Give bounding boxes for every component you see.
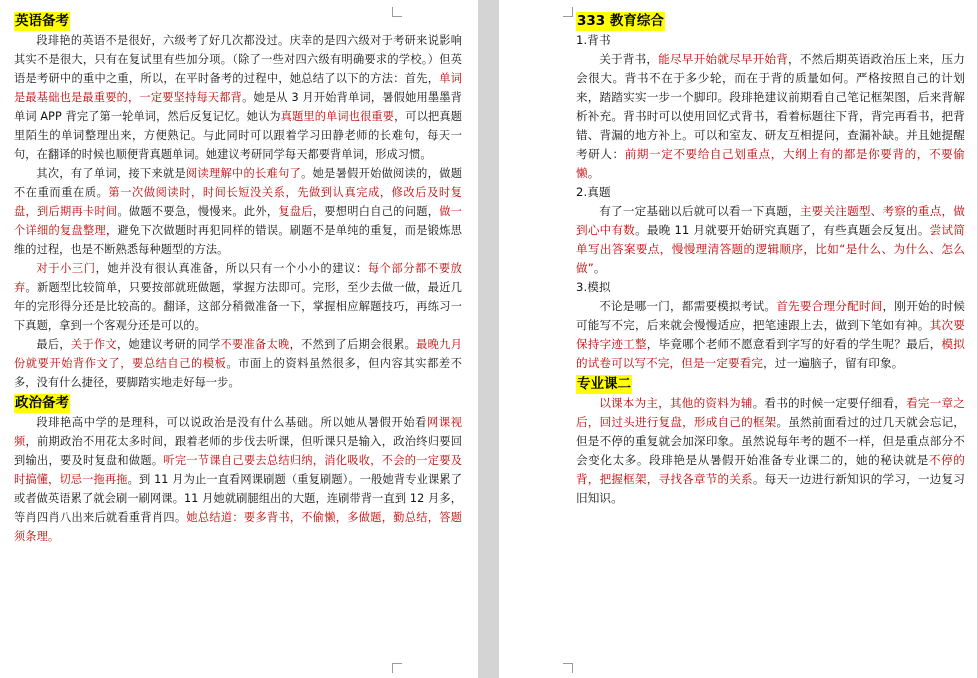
highlight-text: 第一次做阅读时，时间长短没关系，先做到认真完成，修改后及时复盘，到后期再卡时间	[14, 186, 462, 218]
body-text: 段琲艳高中学的是理科，可以说政治是没有什么基础。所以她从暑假开始看	[36, 416, 428, 429]
body-text: ，前期政治不用花太多时间，跟着老师的步伐去听课，但听课只是输入，政治终归要回到输出，要及时复盘和做题。	[14, 435, 462, 467]
body-text: 。虽然前面看过的过几天就会忘记，但是不停的重复就会加深印象。虽然说每年考的题不一样，但是重点部分不会变化太多。段琲艳是从暑假开始准备专业课二的，她的秘诀就是	[576, 415, 966, 467]
highlight-text: 看完一章之后，回过头进行复盘，形成自己的框架	[576, 396, 965, 429]
paragraph	[14, 259, 462, 335]
body-text: 。她是从 3 月开始背单词，暑假她用墨墨背单词 APP 背完了第一轮单词，然后反复记忆。她认为	[14, 91, 462, 123]
highlight-text: 复盘后	[278, 205, 313, 218]
paragraph	[14, 413, 462, 546]
body-text: 最后，	[36, 338, 71, 351]
body-text: 关于背书，	[599, 52, 659, 66]
highlight-text: 每个部分都不要放弃	[14, 262, 462, 294]
highlight-text: 首先要合理分配时间	[776, 299, 883, 313]
body-text: ，她建议考研的同学	[116, 338, 221, 351]
highlight-text: 以课本为主，其他的资料为辅	[599, 396, 753, 410]
paragraph	[576, 297, 965, 373]
body-text: 。她是暑假开始做阅读的，做题不在重而重在质。	[14, 167, 462, 199]
highlight-text: 主要关注题型、考察的重点，做到心中有数	[576, 204, 966, 237]
body-text: 。	[587, 166, 600, 180]
page-corner-mark	[392, 7, 402, 17]
highlight-text: 真题里的单词也很重要	[280, 110, 395, 123]
body-text: ，毕竟哪个老师不愿意看到字写的好看的学生呢？最后，	[646, 337, 942, 351]
document-page-left	[0, 0, 478, 678]
body-text: ，过一遍脑子，留有印象。	[763, 356, 904, 370]
body-text: 。	[593, 261, 606, 275]
paragraph	[14, 31, 462, 164]
body-text: 其次，有了单词，接下来就是	[36, 167, 186, 180]
body-text: ，可以把真题里陌生的单词整理出来，方便熟记。与此同时可以跟着学习田静老师的长难句，每天一句，在翻译的时候也顺便背真题单词。她建议考研同学每天都要背单词，形成习惯。	[14, 110, 462, 161]
body-text: 。做题不要急，慢慢来。此外，	[117, 205, 279, 218]
section-heading-education: 333 教育综合	[577, 13, 664, 29]
body-text: 有了一定基础以后就可以看一下真题，	[599, 204, 800, 218]
body-text: ，她并没有很认真准备，所以只有一个小小的建议：	[95, 262, 368, 275]
subheading-past-exams: 2.真题	[576, 185, 611, 199]
body-text: ，避免下次做题时再犯同样的错误。刷题不是单纯的重复，而是锻炼思维的过程，也是不断熟悉每种题型的方法。	[14, 224, 462, 256]
body-text: 。市面上的资料虽然很多，但内容其实都差不多，没有什么捷径，要脚踏实地走好每一步。	[14, 357, 462, 389]
body-text: 。新题型比较简单，只要按部就班做题，掌握方法即可。完形，至少去做一做，最近几年的完形得分还是比较高的。翻译，这部分稍微准备一下，掌握相应解题技巧，再练习一下真题，拿到一个客观分还是可以的。	[14, 281, 462, 332]
highlight-text: 不停的背，把握框架，寻找各章节的关系	[576, 453, 965, 486]
highlight-text: 对于小三门	[36, 262, 96, 275]
section-heading-english: 英语备考	[15, 13, 69, 29]
highlight-text: 前期一定不要给自己划重点，大纲上有的都是你要背的，不要偷懒	[576, 147, 965, 180]
paragraph	[576, 202, 965, 278]
page-corner-mark	[563, 663, 573, 673]
section-heading-politics: 政治备考	[15, 395, 69, 411]
body-text: 。到 11 月为止一直看网课刷题（重复刷题）。一般她背专业课累了或者做英语累了就会刷一刷网课。11 月她就刷腿组出的大题，连刷带背一直到 12 月多，等肖四肖八出来后就看重背肖四。	[14, 473, 462, 524]
paragraph	[14, 335, 462, 392]
highlight-text: 阅读理解中的长难句了	[186, 167, 302, 180]
paragraph	[576, 50, 965, 183]
body-text: ，刚开始的时候可能写不完，后来就会慢慢适应，把笔速跟上去，做到下笔如有神。	[576, 299, 965, 332]
highlight-text: 关于作文	[70, 338, 117, 351]
paragraph	[576, 394, 965, 508]
subheading-recite: 1.背书	[576, 33, 611, 47]
page-corner-mark	[563, 7, 573, 17]
highlight-text: 做一个详细的复盘整理	[14, 205, 463, 237]
subheading-mock: 3.模拟	[576, 280, 611, 294]
body-text: ，不然到了后期会很累。	[289, 338, 417, 351]
highlight-text: 不要准备太晚	[220, 338, 290, 351]
section-heading-major-two: 专业课二	[577, 376, 631, 392]
highlight-text: 单词是最基础也是最重要的，一定要坚持每天都背	[14, 72, 462, 104]
body-text: 。看书的时候一定要仔细看，	[752, 396, 907, 410]
body-text: ，不然后期英语政治压上来，压力会很大。背书不在于多少轮，而在于背的质量如何。严格按照自己的计划来，踏踏实实一步一个脚印。段琲艳建议前期看自己笔记框架图，后来背解析补充。背书时可以使用回忆式背书，看着标题往下背，背完再看书，把背错、背漏的地方补上。可以和室友、研友互相提问，查漏补缺。并且她提醒考研人：	[576, 52, 965, 161]
body-text: 。最晚 11 月就要开始研究真题了，有些真题会反复出。	[635, 223, 930, 237]
highlight-text: 模拟的试卷可以写不完，但是一定要看完	[576, 337, 965, 370]
highlight-text: 她总结道：要多背书，不偷懒，多做题，勤总结，答题须条理。	[14, 511, 462, 543]
body-text: 。每天一边进行新知识的学习，一边复习旧知识。	[576, 472, 965, 505]
page-corner-mark	[392, 663, 402, 673]
highlight-text: 能尽早开始就尽早开始背	[658, 52, 789, 66]
highlight-text: 听完一节课自己要去总结归纳，消化吸收，不会的一定要及时搞懂，切忌一拖再拖	[14, 454, 462, 486]
highlight-text: 尝试简单写出答案要点，慢慢理清答题的逻辑顺序，比如“是什么、为什么、怎么做”	[576, 223, 965, 275]
highlight-text: 其次要保持字迹工整	[576, 318, 965, 351]
body-text: ，要想明白自己的问题，	[312, 205, 440, 218]
highlight-text: 网课视频	[14, 416, 462, 448]
body-text: 不论是哪一门，都需要模拟考试。	[599, 299, 777, 313]
highlight-text: 最晚九月份就要开始背作文了，要总结自己的模板	[14, 338, 462, 370]
body-text: 段琲艳的英语不是很好，六级考了好几次都没过。庆幸的是四六级对于考研来说影响其实不是很大，只有在复试里有些加分项。（除了一些对四六级有明确要求的学校。）但英语是考研中的重中之重，所以，在平时备考的过程中，她总结了以下的方法：首先，	[14, 34, 462, 85]
paragraph	[14, 164, 462, 259]
document-page-right	[499, 0, 977, 678]
